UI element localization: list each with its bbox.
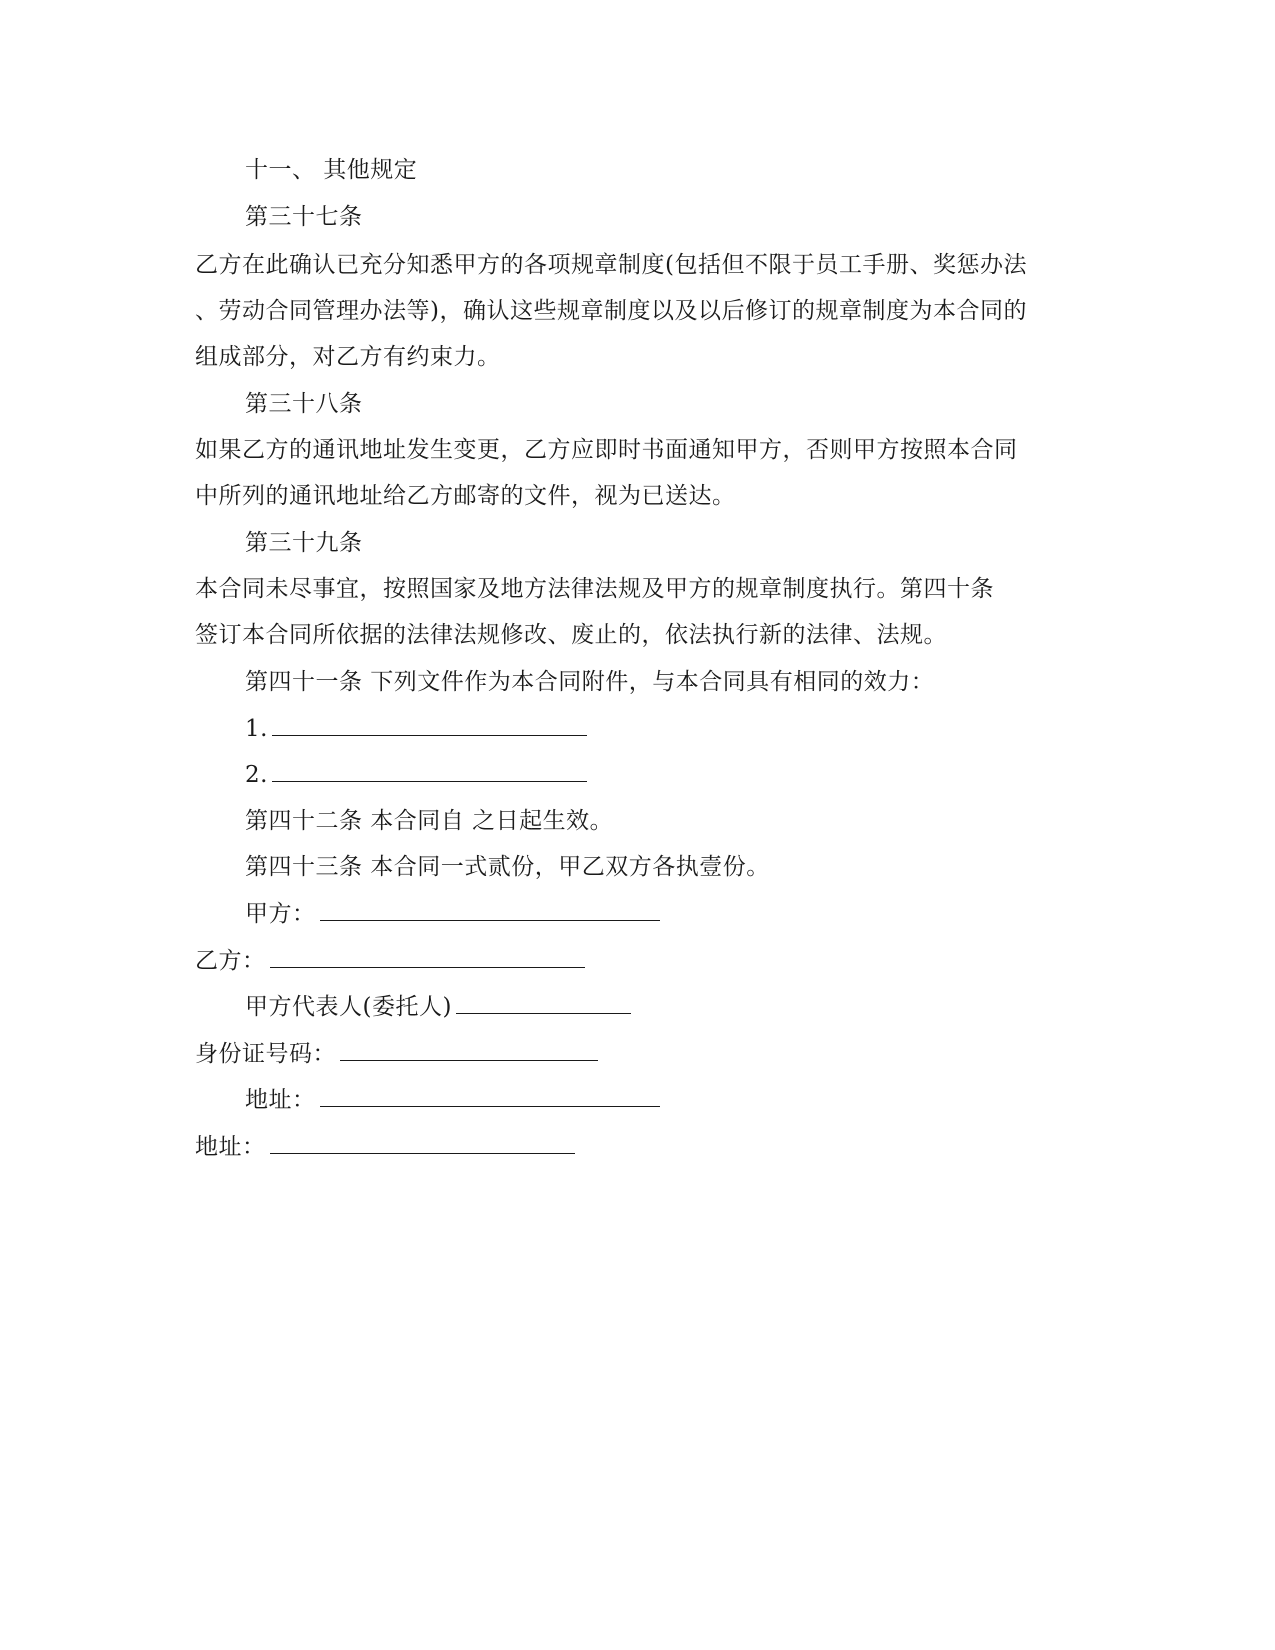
party-a-signature-line	[245, 898, 660, 929]
party-a-blank	[320, 898, 660, 921]
article-38-text-line2: 中所列的通讯地址给乙方邮寄的文件，视为已送达。	[195, 483, 736, 509]
party-b-label: 乙方：	[195, 948, 266, 974]
party-b-blank	[270, 945, 585, 968]
address-a-blank	[320, 1084, 660, 1107]
article-38-heading: 第三十八条	[245, 391, 363, 417]
article-43-line: 第四十三条 本合同一式贰份，甲乙双方各执壹份。	[245, 854, 770, 880]
attachment-item-2	[245, 759, 587, 790]
address-b-blank	[270, 1131, 575, 1154]
address-b-line	[195, 1131, 575, 1162]
party-a-rep-line	[245, 991, 631, 1022]
article-37-heading: 第三十七条	[245, 204, 363, 230]
article-41-line: 第四十一条 下列文件作为本合同附件，与本合同具有相同的效力：	[245, 669, 935, 695]
article-37-text-line3: 组成部分，对乙方有约束力。	[195, 344, 501, 370]
address-b-label: 地址：	[195, 1134, 266, 1160]
id-number-blank	[340, 1038, 598, 1061]
party-a-label: 甲方：	[245, 901, 316, 927]
attachment-item-1	[245, 713, 587, 744]
article-40-text-line1: 签订本合同所依据的法律法规修改、废止的，依法执行新的法律、法规。	[195, 622, 947, 648]
section-title: 十一、 其他规定	[245, 157, 418, 183]
article-42-line: 第四十二条 本合同自 之日起生效。	[245, 808, 614, 834]
attachment-blank-2	[272, 759, 587, 782]
article-37-text-line2: 、劳动合同管理办法等)，确认这些规章制度以及以后修订的规章制度为本合同的	[195, 298, 1027, 324]
address-a-label: 地址：	[245, 1087, 316, 1113]
attachment-blank-1	[272, 713, 587, 736]
attachment-number-2: 2.	[245, 762, 268, 788]
article-38-text-line1: 如果乙方的通讯地址发生变更，乙方应即时书面通知甲方，否则甲方按照本合同	[195, 437, 1018, 463]
article-39-heading: 第三十九条	[245, 530, 363, 556]
party-b-signature-line	[195, 945, 585, 976]
id-number-label: 身份证号码：	[195, 1041, 336, 1067]
address-a-line	[245, 1084, 660, 1115]
party-a-rep-blank	[456, 991, 631, 1014]
party-a-rep-label: 甲方代表人(委托人)	[245, 994, 452, 1020]
article-39-text-line1: 本合同未尽事宜，按照国家及地方法律法规及甲方的规章制度执行。第四十条	[195, 576, 994, 602]
id-number-line	[195, 1038, 598, 1069]
attachment-number-1: 1.	[245, 716, 268, 742]
article-37-text-line1: 乙方在此确认已充分知悉甲方的各项规章制度(包括但不限于员工手册、奖惩办法	[195, 252, 1027, 278]
